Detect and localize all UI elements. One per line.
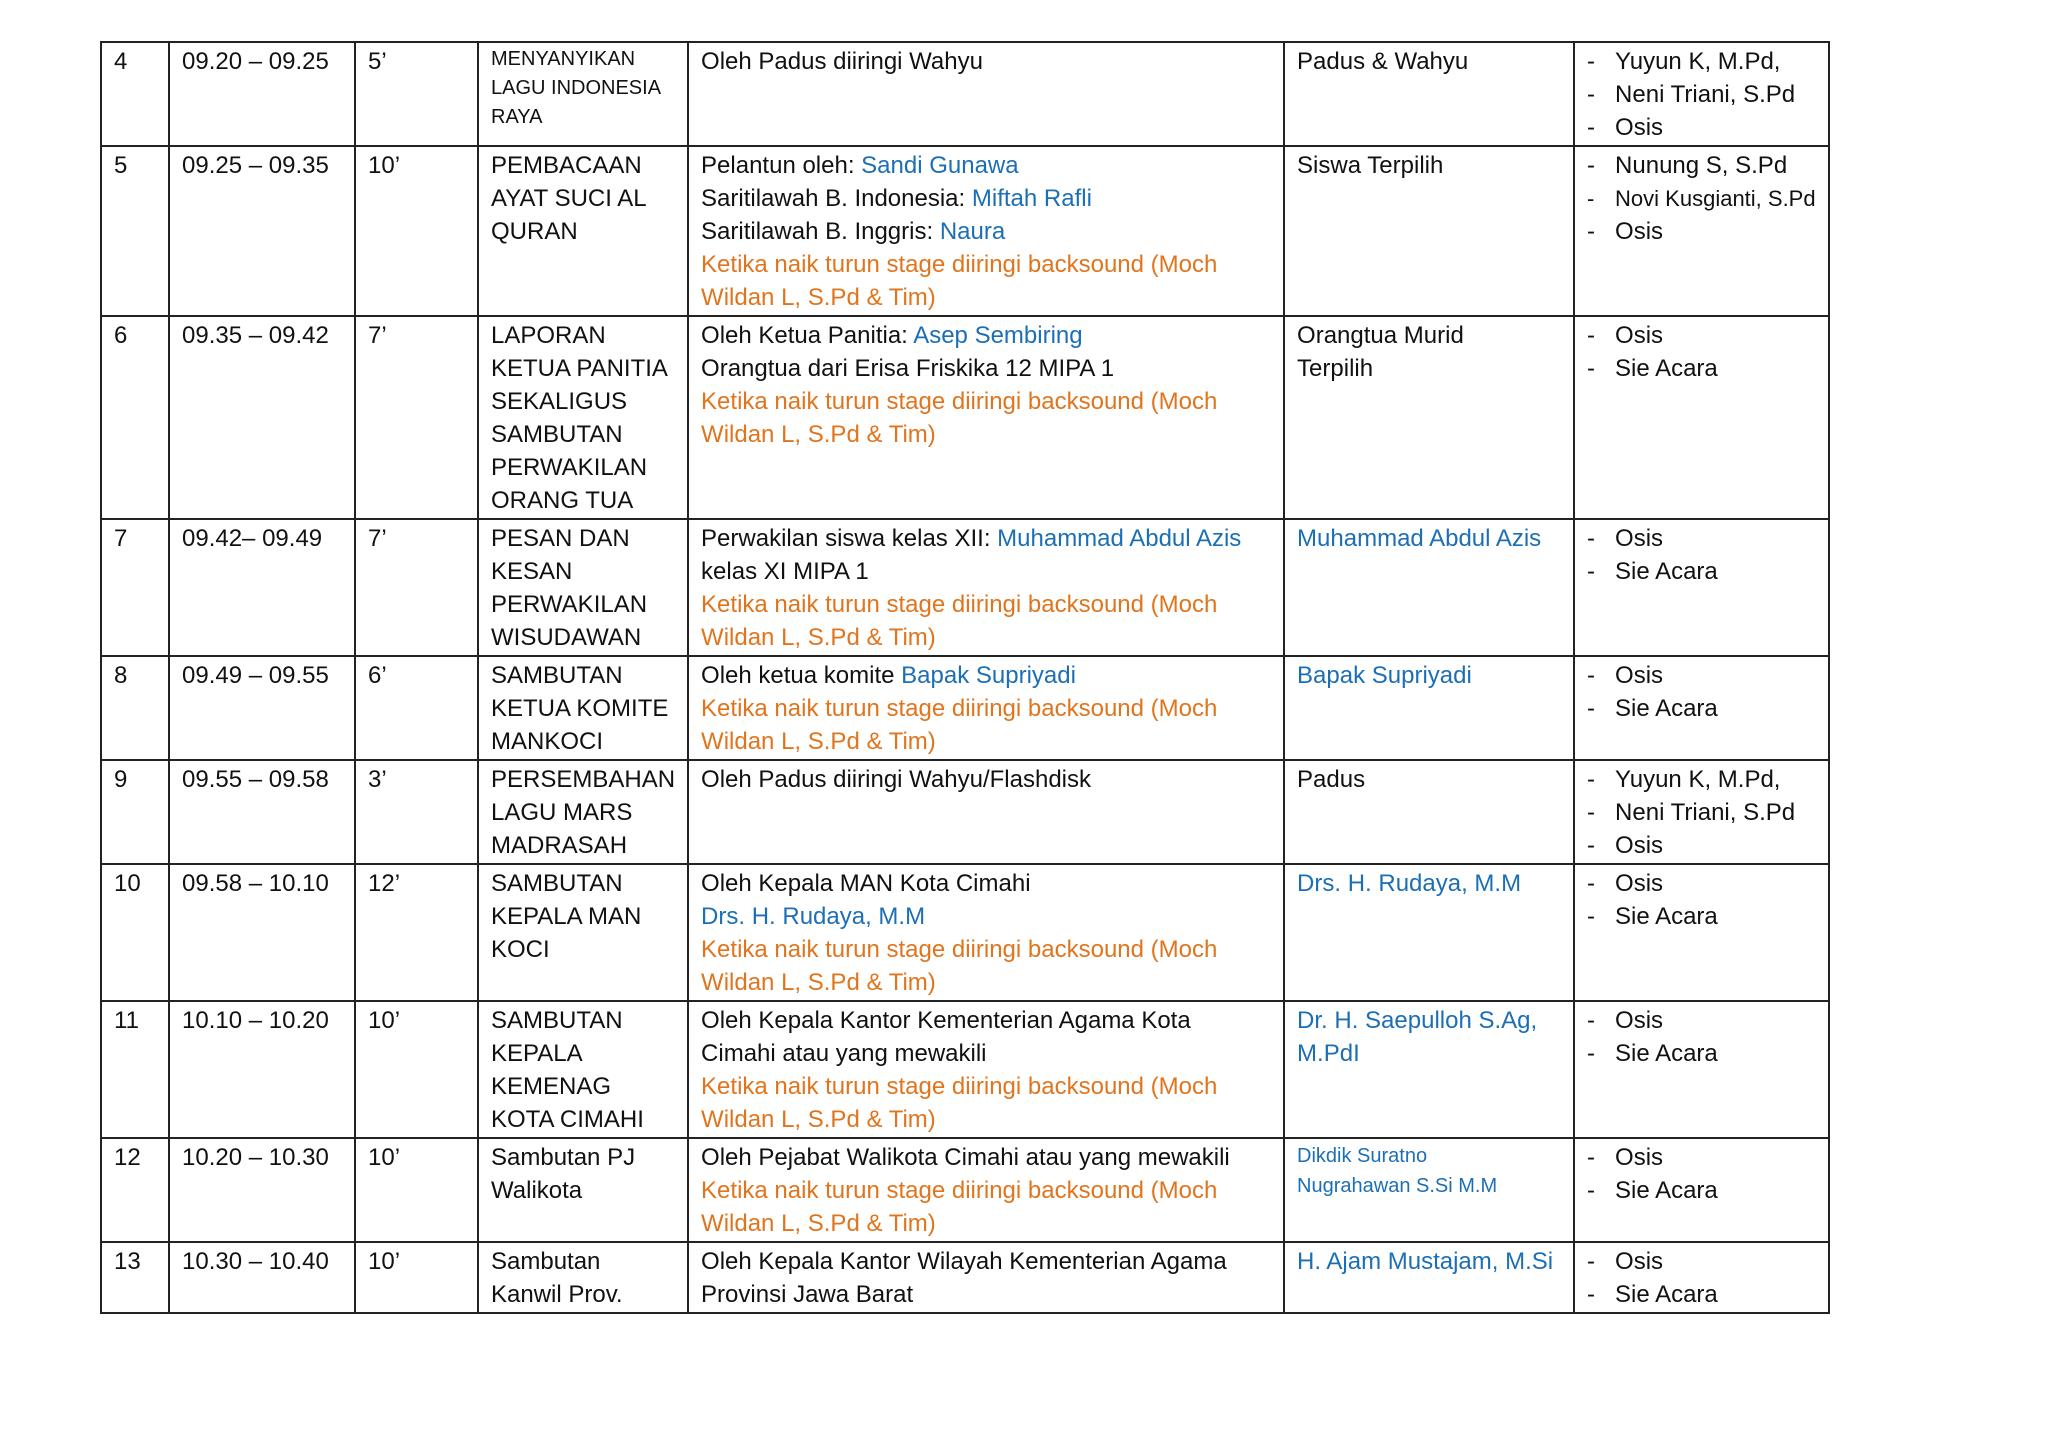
activity-line: SAMBUTAN [491, 421, 623, 448]
description-line [701, 248, 1271, 281]
description-line [701, 1278, 1271, 1311]
activity-line: KETUA PANITIA [491, 355, 668, 382]
description-line [701, 1207, 1271, 1240]
pj-item: - Yuyun K, M.Pd, [1587, 45, 1816, 78]
description-segment: Oleh Kepala Kantor Wilayah Kementerian Agama [701, 1248, 1227, 1275]
cell-description [688, 1242, 1284, 1313]
pj-list [1587, 1245, 1816, 1311]
activity-line: PERWAKILAN [491, 591, 648, 618]
activity-line: MANKOCI [491, 728, 604, 755]
cell-petugas [1284, 146, 1574, 316]
petugas-line: Terpilih [1297, 355, 1374, 382]
description-segment: Bapak Supriyadi [901, 662, 1076, 689]
cell-duration: 10’ [355, 146, 478, 316]
cell-time: 09.49 – 09.55 [169, 656, 355, 760]
description-line [701, 215, 1271, 248]
cell-description [688, 864, 1284, 1001]
cell-time: 09.58 – 10.10 [169, 864, 355, 1001]
activity-line: MADRASAH [491, 832, 628, 859]
petugas-line: Siswa Terpilih [1297, 152, 1444, 179]
pj-list [1587, 763, 1816, 862]
description-segment: kelas XI MIPA 1 [701, 558, 869, 585]
activity-line: RAYA [491, 106, 543, 128]
description-line [701, 692, 1271, 725]
pj-list [1587, 522, 1816, 588]
cell-description [688, 519, 1284, 656]
description-segment: Wildan L, S.Pd & Tim) [701, 1106, 936, 1133]
activity-line: PERSEMBAHAN [491, 766, 676, 793]
cell-activity [478, 656, 688, 760]
cell-duration: 7’ [355, 316, 478, 519]
cell-time: 09.35 – 09.42 [169, 316, 355, 519]
description-segment: Oleh Padus diiringi Wahyu/Flashdisk [701, 766, 1091, 793]
cell-penanggung-jawab [1574, 42, 1829, 146]
pj-item: - Sie Acara [1587, 555, 1816, 588]
pj-item: - Neni Triani, S.Pd [1587, 78, 1816, 111]
description-segment: Orangtua dari Erisa Friskika 12 MIPA 1 [701, 355, 1115, 382]
rundown-table [100, 41, 1830, 1314]
cell-duration: 10’ [355, 1138, 478, 1242]
cell-number: 4 [101, 42, 169, 146]
description-line [701, 1174, 1271, 1207]
description-line [701, 659, 1271, 692]
activity-line: Walikota [491, 1177, 583, 1204]
cell-activity [478, 316, 688, 519]
cell-penanggung-jawab [1574, 316, 1829, 519]
description-segment: Asep Sembiring [913, 322, 1083, 349]
description-segment: Muhammad Abdul Azis [997, 525, 1242, 552]
activity-line: Sambutan [491, 1248, 601, 1275]
description-segment: Ketika naik turun stage diiringi backsound (Moch [701, 1177, 1218, 1204]
pj-item: - Novi Kusgianti, S.Pd [1587, 182, 1816, 215]
petugas-line: Bapak Supriyadi [1297, 662, 1472, 689]
cell-duration: 5’ [355, 42, 478, 146]
table-row [101, 1001, 1829, 1138]
description-line [701, 555, 1271, 588]
petugas-line: Muhammad Abdul Azis [1297, 525, 1542, 552]
activity-line: LAPORAN [491, 322, 606, 349]
cell-description [688, 656, 1284, 760]
cell-penanggung-jawab [1574, 1001, 1829, 1138]
description-line [701, 966, 1271, 999]
cell-penanggung-jawab [1574, 1138, 1829, 1242]
pj-item: - Sie Acara [1587, 1278, 1816, 1311]
cell-petugas [1284, 42, 1574, 146]
description-segment: Ketika naik turun stage diiringi backsound (Moch [701, 695, 1218, 722]
pj-list [1587, 319, 1816, 385]
pj-item: - Osis [1587, 1245, 1816, 1278]
cell-description [688, 1001, 1284, 1138]
cell-number: 10 [101, 864, 169, 1001]
cell-petugas [1284, 1138, 1574, 1242]
pj-item: - Osis [1587, 829, 1816, 862]
cell-number: 11 [101, 1001, 169, 1138]
pj-item: - Osis [1587, 1004, 1816, 1037]
description-line [701, 1037, 1271, 1070]
description-segment: Oleh Ketua Panitia: [701, 322, 914, 349]
pj-list [1587, 149, 1816, 248]
cell-petugas [1284, 316, 1574, 519]
description-line [701, 900, 1271, 933]
description-segment: Pelantun oleh: [701, 152, 862, 179]
cell-time: 09.20 – 09.25 [169, 42, 355, 146]
description-segment: Wildan L, S.Pd & Tim) [701, 1210, 936, 1237]
description-line [701, 1245, 1271, 1278]
activity-line: MENYANYIKAN [491, 48, 636, 70]
rundown-table-body [101, 42, 1829, 1313]
cell-description [688, 1138, 1284, 1242]
description-segment: Miftah Rafli [971, 185, 1092, 212]
pj-item: - Osis [1587, 111, 1816, 144]
activity-line: LAGU MARS [491, 799, 633, 826]
cell-description [688, 760, 1284, 864]
activity-line: SAMBUTAN [491, 662, 623, 689]
activity-line: KEPALA MAN [491, 903, 642, 930]
description-line [701, 281, 1271, 314]
petugas-line: Orangtua Murid [1297, 322, 1464, 349]
activity-line: SAMBUTAN [491, 870, 623, 897]
cell-time: 09.55 – 09.58 [169, 760, 355, 864]
pj-item: - Sie Acara [1587, 352, 1816, 385]
cell-petugas [1284, 1242, 1574, 1313]
description-segment: Oleh Padus diiringi Wahyu [701, 48, 983, 75]
petugas-line: Drs. H. Rudaya, M.M [1297, 870, 1522, 897]
description-line [701, 1004, 1271, 1037]
description-segment: Ketika naik turun stage diiringi backsound (Moch [701, 591, 1218, 618]
cell-activity [478, 519, 688, 656]
description-line [701, 182, 1271, 215]
petugas-line: M.PdI [1297, 1040, 1360, 1067]
description-line [701, 418, 1271, 451]
description-line [701, 725, 1271, 758]
cell-time: 09.25 – 09.35 [169, 146, 355, 316]
pj-item: - Osis [1587, 215, 1816, 248]
description-line [701, 522, 1271, 555]
cell-number: 5 [101, 146, 169, 316]
description-line [701, 588, 1271, 621]
cell-activity [478, 864, 688, 1001]
pj-item: - Sie Acara [1587, 1174, 1816, 1207]
description-segment: Wildan L, S.Pd & Tim) [701, 284, 936, 311]
cell-duration: 6’ [355, 656, 478, 760]
cell-petugas [1284, 760, 1574, 864]
petugas-line: Nugrahawan S.Si M.M [1297, 1175, 1498, 1197]
cell-time: 09.42– 09.49 [169, 519, 355, 656]
description-line [701, 933, 1271, 966]
activity-line: SAMBUTAN [491, 1007, 623, 1034]
cell-number: 6 [101, 316, 169, 519]
table-row [101, 1242, 1829, 1313]
table-row [101, 316, 1829, 519]
description-segment: Wildan L, S.Pd & Tim) [701, 624, 936, 651]
pj-item: - Sie Acara [1587, 900, 1816, 933]
cell-penanggung-jawab [1574, 519, 1829, 656]
description-segment: Oleh Kepala MAN Kota Cimahi [701, 870, 1031, 897]
description-segment: Oleh Kepala Kantor Kementerian Agama Kota [701, 1007, 1191, 1034]
description-line [701, 1070, 1271, 1103]
cell-description [688, 42, 1284, 146]
pj-list [1587, 659, 1816, 725]
description-line [701, 385, 1271, 418]
description-segment: Drs. H. Rudaya, M.M [701, 903, 926, 930]
activity-line: PESAN DAN [491, 525, 630, 552]
description-segment: Saritilawah B. Inggris: [701, 218, 940, 245]
description-line [701, 352, 1271, 385]
description-segment: Wildan L, S.Pd & Tim) [701, 969, 936, 996]
petugas-line: Padus & Wahyu [1297, 48, 1469, 75]
table-row [101, 864, 1829, 1001]
petugas-line: Padus [1297, 766, 1366, 793]
table-row [101, 656, 1829, 760]
petugas-line: H. Ajam Mustajam, M.Si [1297, 1248, 1554, 1275]
activity-line: KETUA KOMITE [491, 695, 669, 722]
pj-list [1587, 1004, 1816, 1070]
description-segment: Oleh ketua komite [701, 662, 902, 689]
petugas-line: Dikdik Suratno [1297, 1145, 1428, 1167]
activity-line: ORANG TUA [491, 487, 634, 514]
cell-activity [478, 760, 688, 864]
cell-description [688, 146, 1284, 316]
cell-penanggung-jawab [1574, 146, 1829, 316]
cell-time: 10.10 – 10.20 [169, 1001, 355, 1138]
cell-description [688, 316, 1284, 519]
pj-item: - Osis [1587, 867, 1816, 900]
petugas-line: Dr. H. Saepulloh S.Ag, [1297, 1007, 1538, 1034]
activity-line: PERWAKILAN [491, 454, 648, 481]
cell-number: 7 [101, 519, 169, 656]
cell-number: 12 [101, 1138, 169, 1242]
description-segment: Saritilawah B. Indonesia: [701, 185, 972, 212]
description-line [701, 1103, 1271, 1136]
description-line [701, 867, 1271, 900]
pj-item: - Osis [1587, 1141, 1816, 1174]
pj-item: - Neni Triani, S.Pd [1587, 796, 1816, 829]
table-row [101, 760, 1829, 864]
cell-time: 10.30 – 10.40 [169, 1242, 355, 1313]
pj-item: - Nunung S, S.Pd [1587, 149, 1816, 182]
cell-duration: 7’ [355, 519, 478, 656]
activity-line: KEPALA [491, 1040, 583, 1067]
activity-line: SEKALIGUS [491, 388, 628, 415]
cell-number: 8 [101, 656, 169, 760]
cell-petugas [1284, 519, 1574, 656]
pj-list [1587, 45, 1816, 144]
cell-penanggung-jawab [1574, 1242, 1829, 1313]
table-row [101, 42, 1829, 146]
pj-item: - Sie Acara [1587, 1037, 1816, 1070]
activity-line: KEMENAG [491, 1073, 612, 1100]
pj-item: - Osis [1587, 319, 1816, 352]
pj-item: - Yuyun K, M.Pd, [1587, 763, 1816, 796]
activity-line: LAGU INDONESIA [491, 77, 662, 99]
pj-list [1587, 1141, 1816, 1207]
description-segment: Ketika naik turun stage diiringi backsound (Moch [701, 936, 1218, 963]
cell-petugas [1284, 864, 1574, 1001]
cell-activity [478, 1242, 688, 1313]
cell-activity [478, 1138, 688, 1242]
cell-activity [478, 146, 688, 316]
cell-penanggung-jawab [1574, 656, 1829, 760]
description-segment: Provinsi Jawa Barat [701, 1281, 914, 1308]
cell-duration: 3’ [355, 760, 478, 864]
description-line [701, 1141, 1271, 1174]
cell-time: 10.20 – 10.30 [169, 1138, 355, 1242]
pj-item: - Osis [1587, 522, 1816, 555]
cell-petugas [1284, 1001, 1574, 1138]
description-segment: Wildan L, S.Pd & Tim) [701, 728, 936, 755]
table-row [101, 1138, 1829, 1242]
cell-activity [478, 1001, 688, 1138]
description-segment: Perwakilan siswa kelas XII: [701, 525, 998, 552]
activity-line: Sambutan PJ [491, 1144, 636, 1171]
description-segment: Oleh Pejabat Walikota Cimahi atau yang mewakili [701, 1144, 1230, 1171]
table-row [101, 146, 1829, 316]
description-segment: Ketika naik turun stage diiringi backsound (Moch [701, 1073, 1218, 1100]
cell-activity [478, 42, 688, 146]
activity-line: KOTA CIMAHI [491, 1106, 644, 1133]
description-segment: Naura [939, 218, 1006, 245]
cell-penanggung-jawab [1574, 760, 1829, 864]
cell-number: 9 [101, 760, 169, 864]
description-segment: Ketika naik turun stage diiringi backsound (Moch [701, 388, 1218, 415]
description-line [701, 763, 1271, 796]
activity-line: Kanwil Prov. [491, 1281, 623, 1308]
cell-duration: 12’ [355, 864, 478, 1001]
description-segment: Cimahi atau yang mewakili [701, 1040, 987, 1067]
activity-line: AYAT SUCI AL [491, 185, 647, 212]
cell-petugas [1284, 656, 1574, 760]
pj-list [1587, 867, 1816, 933]
pj-item: - Osis [1587, 659, 1816, 692]
description-line [701, 319, 1271, 352]
description-line [701, 621, 1271, 654]
activity-line: WISUDAWAN [491, 624, 642, 651]
description-segment: Ketika naik turun stage diiringi backsound (Moch [701, 251, 1218, 278]
cell-duration: 10’ [355, 1242, 478, 1313]
description-line [701, 149, 1271, 182]
activity-line: PEMBACAAN [491, 152, 642, 179]
description-segment: Wildan L, S.Pd & Tim) [701, 421, 936, 448]
pj-item: - Sie Acara [1587, 692, 1816, 725]
activity-line: KOCI [491, 936, 550, 963]
cell-duration: 10’ [355, 1001, 478, 1138]
cell-number: 13 [101, 1242, 169, 1313]
activity-line: QURAN [491, 218, 578, 245]
activity-line: KESAN [491, 558, 573, 585]
cell-penanggung-jawab [1574, 864, 1829, 1001]
table-row [101, 519, 1829, 656]
description-segment: Sandi Gunawa [861, 152, 1019, 179]
description-line [701, 45, 1271, 78]
